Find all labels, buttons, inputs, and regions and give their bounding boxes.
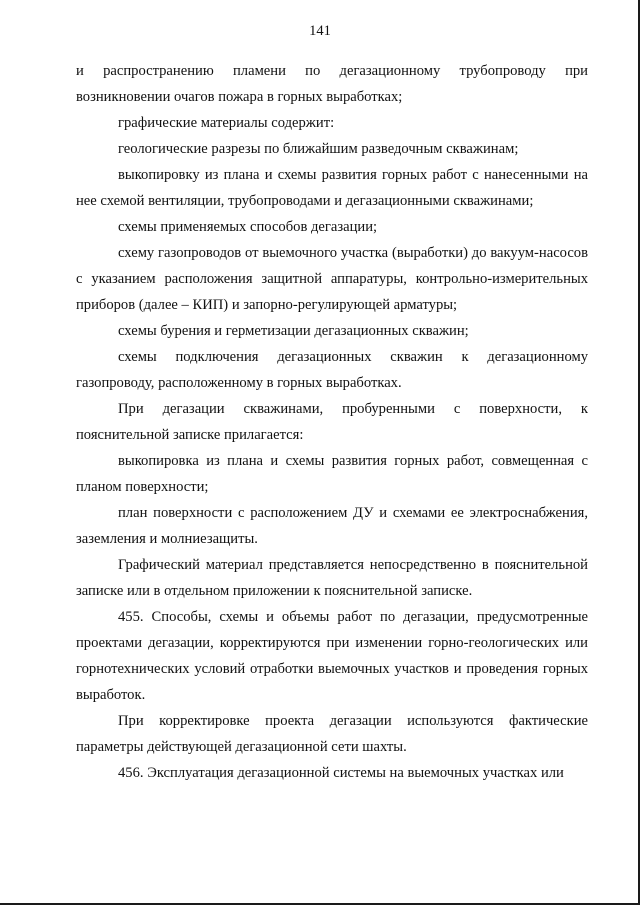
paragraph-continuation: и распространению пламени по дегазационному трубопроводу при возникновении очагов пожара в горных выработках; xyxy=(76,63,588,105)
paragraph-mining-plan-extract: выкопировку из плана и схемы развития горных работ с нанесенными на нее схемой вентиляции, трубопроводами и дегазационными скважинами; xyxy=(76,167,588,209)
paragraph-graphic-material-placement: Графический материал представляется непосредственно в пояснительной записке или в отдельном приложении к пояснительной записке. xyxy=(76,557,588,599)
paragraph-drilling-sealing: схемы бурения и герметизации дегазационных скважин; xyxy=(118,323,469,339)
paragraph-project-correction: При корректировке проекта дегазации используются фактические параметры действующей дегазационной сети шахты. xyxy=(76,713,588,755)
paragraph-clause-455: 455. Способы, схемы и объемы работ по дегазации, предусмотренные проектами дегазации, корректируются при изменении горно-геологических или горнотехнических условий отработки выемочных участков и проведения горных выработок. xyxy=(76,609,588,703)
paragraph-surface-degassing: При дегазации скважинами, пробуренными с поверхности, к пояснительной записке прилагается: xyxy=(76,401,588,443)
paragraph-gas-pipeline-scheme: схему газопроводов от выемочного участка (выработки) до вакуум-насосов с указанием расположения защитной аппаратуры, контрольно-измерительных приборов (далее – КИП) и запорно-регулирующей арматуры; xyxy=(76,245,588,313)
paragraph-surface-plan-power: план поверхности с расположением ДУ и схемами ее электроснабжения, заземления и молниезащиты. xyxy=(76,505,588,547)
paragraph-degassing-methods: схемы применяемых способов дегазации; xyxy=(118,219,378,235)
page-number: 141 xyxy=(309,23,331,39)
document-body xyxy=(76,58,588,786)
paragraph-well-connection: схемы подключения дегазационных скважин к дегазационному газопроводу, расположенному в горных выработках. xyxy=(76,349,588,391)
paragraph-clause-456: 456. Эксплуатация дегазационной системы на выемочных участках или xyxy=(118,765,564,781)
paragraph-surface-plan-extract: выкопировка из плана и схемы развития горных работ, совмещенная с планом поверхности; xyxy=(76,453,588,495)
paragraph-graphic-materials-intro: графические материалы содержит: xyxy=(118,115,335,131)
paragraph-geological-sections: геологические разрезы по ближайшим разведочным скважинам; xyxy=(118,141,519,157)
